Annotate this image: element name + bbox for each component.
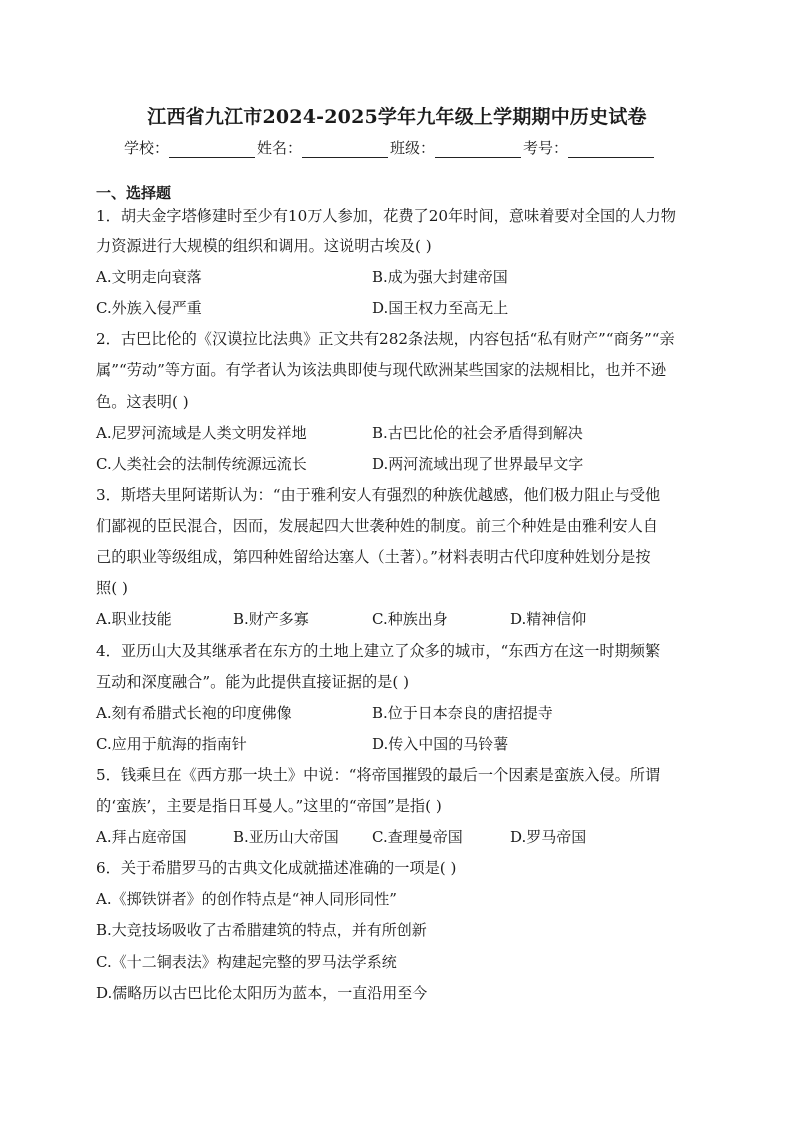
question-1-option-a[interactable]: A.文明走向衰落: [96, 268, 202, 286]
question-4-option-c[interactable]: C.应用于航海的指南针: [96, 735, 247, 753]
question-3-option-c[interactable]: C.种族出身: [372, 610, 448, 628]
section-title: 一、选择题: [96, 184, 172, 202]
question-2-option-c[interactable]: C.人类社会的法制传统源远流长: [96, 455, 307, 473]
question-5-option-a[interactable]: A.拜占庭帝国: [96, 828, 187, 846]
question-1-option-b[interactable]: B.成为强大封建帝国: [372, 268, 508, 286]
school-blank[interactable]: [169, 141, 255, 158]
question-4-option-a[interactable]: A.刻有希腊式长袍的印度佛像: [96, 704, 292, 722]
question-5-line-1: 5．钱乘旦在《西方那一块土》中说：“将帝国摧毁的最后一个因素是蛮族入侵。所谓: [96, 766, 661, 784]
question-2-line-2: 属”“劳动”等方面。有学者认为该法典即使与现代欧洲某些国家的法规相比，也并不逊: [96, 361, 667, 379]
name-blank[interactable]: [302, 141, 388, 158]
question-3-line-1: 3．斯塔夫里阿诺斯认为：“由于雅利安人有强烈的种族优越感，他们极力阻止与受他: [96, 486, 661, 504]
question-2-option-b[interactable]: B.古巴比伦的社会矛盾得到解决: [372, 424, 583, 442]
question-2-option-d[interactable]: D.两河流域出现了世界最早文字: [372, 455, 584, 473]
name-label: 姓名：: [257, 139, 303, 157]
question-5-option-b[interactable]: B.亚历山大帝国: [233, 828, 339, 846]
question-6-option-b[interactable]: B.大竞技场吸收了古希腊建筑的特点，并有所创新: [96, 921, 427, 939]
question-3-line-3: 己的职业等级组成，第四种姓留给达塞人（土著）。”材料表明古代印度种姓划分是按: [96, 548, 651, 566]
question-2-option-a[interactable]: A.尼罗河流域是人类文明发祥地: [96, 424, 307, 442]
question-3-option-a[interactable]: A.职业技能: [96, 610, 172, 628]
question-4-option-b[interactable]: B.位于日本奈良的唐招提寺: [372, 704, 553, 722]
exam-title: 江西省九江市2024-2025学年九年级上学期期中历史试卷: [147, 106, 647, 128]
question-6-option-a[interactable]: A.《掷铁饼者》的创作特点是“神人同形同性”: [96, 890, 397, 908]
question-1-line-1: 1．胡夫金字塔修建时至少有10万人参加，花费了20年时间，意味着要对全国的人力物: [96, 207, 676, 225]
question-5-option-d[interactable]: D.罗马帝国: [510, 828, 587, 846]
question-5-line-2: 的‘蛮族’，主要是指日耳曼人。”这里的“帝国”是指( ): [96, 797, 442, 815]
class-label: 班级：: [390, 139, 436, 157]
student-info-row: [124, 137, 656, 158]
question-2-line-3: 色。这表明( ): [96, 393, 189, 411]
question-4-line-1: 4．亚历山大及其继承者在东方的土地上建立了众多的城市，“东西方在这一时期频繁: [96, 642, 661, 660]
question-1-option-d[interactable]: D.国王权力至高无上: [372, 299, 509, 317]
question-5-option-c[interactable]: C.查理曼帝国: [372, 828, 463, 846]
question-3-line-2: 们鄙视的臣民混合，因而，发展起四大世袭种姓的制度。前三个种姓是由雅利安人自: [96, 517, 658, 535]
number-blank[interactable]: [568, 141, 654, 158]
question-1-line-2: 力资源进行大规模的组织和调用。这说明古埃及( ): [96, 237, 432, 255]
question-6-option-c[interactable]: C.《十二铜表法》构建起完整的罗马法学系统: [96, 953, 397, 971]
question-6-option-d[interactable]: D.儒略历以古巴比伦太阳历为蓝本，一直沿用至今: [96, 984, 428, 1002]
question-4-line-2: 互动和深度融合”。能为此提供直接证据的是( ): [96, 673, 410, 691]
number-label: 考号：: [523, 139, 569, 157]
school-label: 学校：: [124, 139, 170, 157]
question-3-option-d[interactable]: D.精神信仰: [510, 610, 587, 628]
question-3-line-4: 照( ): [96, 579, 128, 597]
question-3-option-b[interactable]: B.财产多寡: [233, 610, 309, 628]
question-2-line-1: 2．古巴比伦的《汉谟拉比法典》正文共有282条法规，内容包括“私有财产”“商务”“亲: [96, 330, 675, 348]
question-1-option-c[interactable]: C.外族入侵严重: [96, 299, 202, 317]
question-4-option-d[interactable]: D.传入中国的马铃薯: [372, 735, 509, 753]
class-blank[interactable]: [435, 141, 521, 158]
question-6-line-1: 6．关于希腊罗马的古典文化成就描述准确的一项是( ): [96, 859, 457, 877]
